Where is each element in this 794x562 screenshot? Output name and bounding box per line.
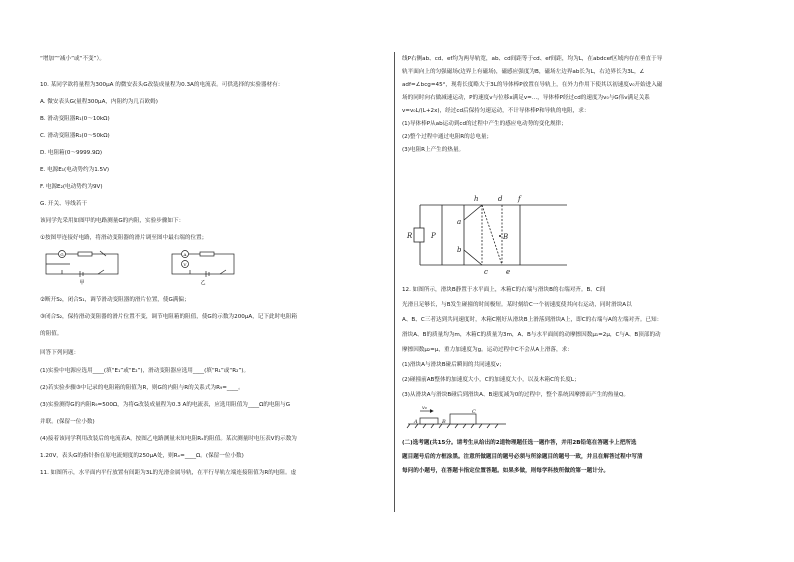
text-line: 回答下列问题：	[40, 350, 80, 356]
question-10-part-3: (3)实验测得G的内阻R₉=500Ω，为将G改装成量程为0.3 A的电流表，应选用阻值为____Ω的电阻与G	[40, 402, 291, 408]
question-10-part-2: (2)若实验步骤③中记录的电阻箱的阻值为R，则G的内阻与R的关系式为R₉=____。	[40, 385, 244, 391]
option-f: F. 电源E₂(电动势约为9V)	[40, 184, 103, 190]
option-a: A. 微安表头G(量程300μA，内阻约为几百欧姆)	[40, 99, 158, 105]
option-d: D. 电阻箱(0～9999.9Ω)	[40, 150, 103, 156]
question-12-text: 滑块A、B的质量均为m，木箱C的质量为3m，A、B与水平面间的动摩擦因数μ₁=2μ，C与A、B顶部的动	[402, 332, 661, 338]
question-12-text: A、B、C三者达到共同速度时，木箱C刚好从滑块B上滑落到滑块A上，即C的右端与A的左端对齐。已知：	[402, 317, 663, 323]
question-10-part-4: (4)接着该同学利用改装后的电流表A，按图乙电路测量未知电阻Rₓ的阻值。某次测量时电压表V的示数为	[40, 436, 297, 442]
option-b: B. 滑动变阻器R₁(0～10kΩ)	[40, 116, 110, 122]
figure-yi-caption: 乙	[200, 280, 206, 286]
question-12-text: 摩擦因数μ₂=μ，重力加速度为g。运动过程中C不会从A上滑落，求：	[402, 347, 573, 353]
label-f: f	[518, 195, 521, 203]
label-a: a	[457, 218, 462, 226]
voltmeter-label: V	[183, 262, 187, 267]
question-10-part-4-cont: 1.20V，表头G的指针指在原电流刻度的250μA处，则Rₓ=____Ω。(保留一位小数)	[40, 453, 244, 459]
elective-instruction: 每问的小题号，在答题卡指定位置答题。如果多做，则每学科按所做的第一题计分。	[402, 468, 609, 474]
question-11-part-3: (3)电阻R上产生的热量。	[402, 147, 465, 153]
question-11-text: 线P右侧ab、cd、ef均为两导轨宽，ab、cd间距等于cd、ef间距，均为L，在abdcef区域内存在垂直于导	[402, 56, 663, 62]
question-12-part-2: (2)碰撞前AB整体的加速度大小，C的加速度大小，以及木箱C的长度L；	[402, 377, 580, 383]
question-11-text: v=v₀L/(L+2x)，经过cd后保持匀速运动，不计导体棒P和导轨的电阻，求：	[402, 108, 590, 114]
galvanometer-label: G	[60, 252, 64, 257]
circuit-jia	[46, 251, 118, 278]
question-12-part-1: (1)滑块A与滑块B碰后瞬间的共同速度v；	[402, 362, 505, 368]
blocks-figure	[406, 404, 516, 432]
option-g: G. 开关、导线若干	[40, 201, 88, 207]
step-3: ③闭合S₂，保持滑动变阻器的滑片位置不变，调节电阻箱的阻值，使G的示数为200μA，记下此时电阻箱	[40, 314, 297, 320]
text-line: 该同学先采用如图甲的电路测量G的内阻，实验步骤如下：	[40, 218, 185, 224]
elective-heading: (二)选考题(共15分。请考生从给出的2道物理题任选一题作答，并用2B铅笔在答题卡上把所选	[402, 440, 637, 446]
step-3-cont: 的阻值。	[40, 331, 63, 337]
label-d: d	[498, 195, 503, 203]
label-b-field: B	[503, 233, 509, 241]
label-r: R	[407, 232, 413, 240]
label-block-c: C	[472, 409, 476, 415]
question-11-part-1: (1)导体棒P从ab运动到cd的过程中产生的感应电动势的变化规律；	[402, 121, 567, 127]
circuit-yi	[172, 251, 234, 278]
label-h: h	[474, 195, 479, 203]
elective-instruction: 题目题号后的方框涂黑。注意所做题目的题号必须与所涂题目的题号一致，并且在解答过程中写清	[402, 454, 643, 460]
label-block-a: A	[414, 419, 418, 425]
label-b: b	[457, 246, 462, 254]
option-e: E. 电源E₁(电动势约为1.5V)	[40, 167, 110, 173]
question-12-text: 光滑且足够长，与B发生碰撞的时间极短。某时刻给C一个初速度使其向右运动，同时滑块A以	[402, 302, 632, 308]
question-11-text: adf=∠bcg=45°，现将长度略大于3L的导体棒P放置在导轨上，在外力作用下使其以初速度v₀开始进入磁	[402, 82, 663, 88]
question-11-stem: 11. 如图所示，水平面内平行放置有间距为3L的光滑金属导轨，在平行导轨左端连接阻值为R的电阻。虚	[40, 470, 297, 476]
figure-jia-caption: 甲	[79, 280, 85, 286]
question-11-text: 场的同时向右做减速运动，P的速度v与位移x满足v=...，导体棒P经过cd的速度为v₀与G伟v满足关系	[402, 95, 650, 101]
step-1: ①按图甲连接好电路，将滑动变阻器的滑片调至图中最右端的位置；	[40, 235, 208, 241]
label-e: e	[506, 268, 511, 276]
question-10-stem: 10. 某同学欲将量程为300μA 的微安表头G改装成量程为0.3A的电流表。可供选择的实验器材有：	[40, 82, 284, 88]
text-line: “增加”“减小”或“不变”）。	[40, 56, 105, 62]
circuit-figures	[40, 246, 385, 286]
label-v0: v₀	[422, 405, 427, 411]
label-block-b: B	[442, 419, 446, 425]
magnetic-field-diagram	[402, 192, 577, 278]
column-divider	[394, 52, 395, 512]
option-c: C. 滑动变阻器R₂(0～50kΩ)	[40, 133, 110, 139]
question-10-part-3-cont: 并联。(保留一位小数)	[40, 419, 95, 425]
question-12-stem: 12. 如图所示，滑块B静置于水平面上，木箱C的右端与滑块B的右端对齐。B、C间	[402, 287, 606, 293]
question-12-part-3: (3)从滑块A与滑块B碰后到滑块A、B速度减为0的过程中，整个系统因摩擦而产生的热量Q。	[402, 392, 629, 398]
ammeter-label: A	[183, 252, 187, 257]
question-10-part-1: (1)实验中电源应选用____(填“E₁”或“E₂”)，滑动变阻器应选用____(填“R₁”或“R₂”)。	[40, 368, 250, 374]
label-c: c	[484, 268, 488, 276]
label-p: P	[431, 232, 436, 240]
step-2: ②断开S₂，闭合S₁，调节滑动变阻器的滑片位置，使G满偏；	[40, 297, 190, 303]
field-dot	[499, 235, 501, 237]
question-11-text: 轨平面向上的匀强磁场(边界上有磁场)，磁感应强度为B，磁场左边界ab长为L，右边界长为3L，∠	[402, 69, 645, 75]
question-11-part-2: (2)整个过程中通过电阻R的总电量；	[402, 134, 493, 140]
